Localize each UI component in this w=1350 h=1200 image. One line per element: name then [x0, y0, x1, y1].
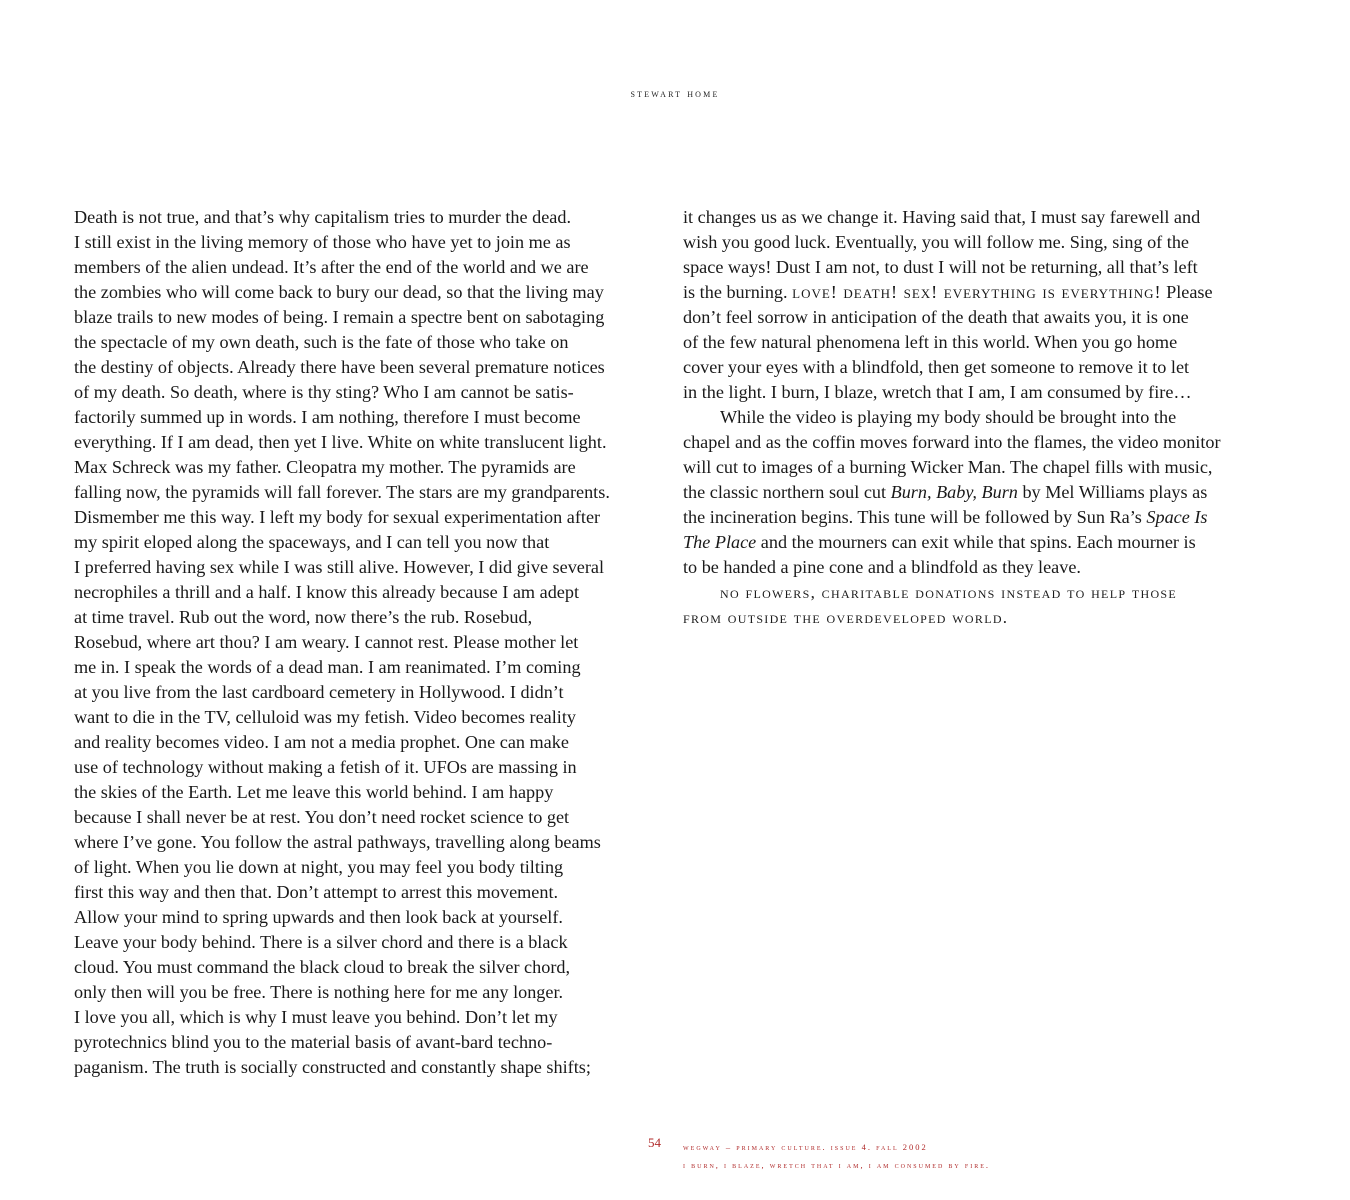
text-line: it changes us as we change it. Having said that, I must say farewell and [683, 207, 1201, 227]
text-line: Rosebud, where art thou? I am weary. I cannot rest. Please mother let [74, 632, 579, 652]
text-line: of light. When you lie down at night, you may feel you body tilting [74, 857, 564, 877]
right-column [683, 205, 1281, 630]
text-line [683, 280, 1281, 305]
left-column [74, 205, 670, 1080]
text-line: use of technology without making a fetish of it. UFOs are massing in [74, 757, 577, 777]
text-line: only then will you be free. There is nothing here for me any longer. [74, 982, 564, 1002]
text-line: no flowers, charitable donations instead to help those [720, 583, 1178, 602]
text-line: I love you all, which is why I must leave you behind. Don’t let my [74, 1007, 558, 1027]
text-line: will cut to images of a burning Wicker Man. The chapel fills with music, [683, 457, 1213, 477]
text-line: members of the alien undead. It’s after the end of the world and we are [74, 257, 589, 277]
text-line: Allow your mind to spring upwards and then look back at yourself. [74, 907, 563, 927]
text-line: first this way and then that. Don’t attempt to arrest this movement. [74, 882, 559, 902]
text-line [683, 480, 1281, 505]
text-line: cloud. You must command the black cloud to break the silver chord, [74, 957, 571, 977]
text-line: Leave your body behind. There is a silver chord and there is a black [74, 932, 568, 952]
text-line: at you live from the last cardboard cemetery in Hollywood. I didn’t [74, 682, 564, 702]
footer-publication: wegway – primary culture. issue 4. fall 2002 [683, 1142, 928, 1152]
text-line: paganism. The truth is socially constructed and constantly shape shifts; [74, 1057, 591, 1077]
smallcaps-phrase: love! death! sex! everything is everything! [792, 282, 1162, 302]
song-title: Space Is [1146, 507, 1208, 527]
text-line: and reality becomes video. I am not a media prophet. One can make [74, 732, 569, 752]
text-line: of the few natural phenomena left in this world. When you go home [683, 332, 1178, 352]
text-line: wish you good luck. Eventually, you will follow me. Sing, sing of the [683, 232, 1190, 252]
text-line: everything. If I am dead, then yet I live. White on white translucent light. [74, 432, 607, 452]
text-line: the skies of the Earth. Let me leave this world behind. I am happy [74, 782, 554, 802]
text-line: chapel and as the coffin moves forward into the flames, the video monitor [683, 432, 1221, 452]
text-line: because I shall never be at rest. You don’t need rocket science to get [74, 807, 570, 827]
text-line: to be handed a pine cone and a blindfold as they leave. [683, 557, 1081, 577]
text-line: where I’ve gone. You follow the astral pathways, travelling along beams [74, 832, 601, 852]
text-line: pyrotechnics blind you to the material basis of avant-bard techno- [74, 1032, 553, 1052]
paragraph-funeral [683, 405, 1281, 580]
text-line: want to die in the TV, celluloid was my fetish. Video becomes reality [74, 707, 576, 727]
text-line [683, 530, 1281, 555]
footer-tagline: i burn, i blaze, wretch that i am, i am consumed by fire. [683, 1160, 990, 1170]
text-line: at time travel. Rub out the word, now there’s the rub. Rosebud, [74, 607, 533, 627]
text-line: the spectacle of my own death, such is the fate of those who take on [74, 332, 569, 352]
text-fragment: the classic northern soul cut [683, 482, 891, 502]
text-line: Death is not true, and that’s why capitalism tries to murder the dead. [74, 207, 571, 227]
text-line: in the light. I burn, I blaze, wretch that I am, I am consumed by fire… [683, 382, 1192, 402]
text-line: Max Schreck was my father. Cleopatra my mother. The pyramids are [74, 457, 576, 477]
text-line: I preferred having sex while I was still alive. However, I did give several [74, 557, 605, 577]
text-line: the zombies who will come back to bury our dead, so that the living may [74, 282, 604, 302]
text-fragment: and the mourners can exit while that spins. Each mourner is [756, 532, 1196, 552]
text-line: me in. I speak the words of a dead man. I am reanimated. I’m coming [74, 657, 581, 677]
text-line: falling now, the pyramids will fall forever. The stars are my grandparents. [74, 482, 610, 502]
text-line: the destiny of objects. Already there have been several premature notices [74, 357, 605, 377]
text-line: cover your eyes with a blindfold, then get someone to remove it to let [683, 357, 1190, 377]
closing-notice [683, 580, 1281, 630]
song-title: Burn, Baby, Burn [890, 482, 1018, 502]
text-fragment: the incineration begins. This tune will be followed by Sun Ra’s [683, 507, 1147, 527]
text-line: my spirit eloped along the spaceways, and I can tell you now that [74, 532, 550, 552]
text-fragment: by Mel Williams plays as [1017, 482, 1208, 502]
text-line: blaze trails to new modes of being. I remain a spectre bent on sabotaging [74, 307, 605, 327]
text-line: don’t feel sorrow in anticipation of the death that awaits you, it is one [683, 307, 1189, 327]
text-line: Dismember me this way. I left my body for sexual experimentation after [74, 507, 601, 527]
text-line: from outside the overdeveloped world. [683, 608, 1009, 627]
paragraph-farewell [683, 205, 1281, 405]
text-line: necrophiles a thrill and a half. I know this already because I am adept [74, 582, 580, 602]
footer [683, 1138, 990, 1174]
text-fragment: Please [1161, 282, 1213, 302]
text-line: space ways! Dust I am not, to dust I will not be returning, all that’s left [683, 257, 1198, 277]
song-title: The Place [683, 532, 757, 552]
text-fragment: is the burning. [683, 282, 793, 302]
text-line: I still exist in the living memory of those who have yet to join me as [74, 232, 571, 252]
text-line: of my death. So death, where is thy sting? Who I am cannot be satis- [74, 382, 574, 402]
page-number: 54 [648, 1135, 661, 1150]
running-head: stewart home [630, 88, 720, 100]
text-line: While the video is playing my body should be brought into the [720, 407, 1177, 427]
text-line [683, 505, 1281, 530]
text-line: factorily summed up in words. I am nothing, therefore I must become [74, 407, 581, 427]
